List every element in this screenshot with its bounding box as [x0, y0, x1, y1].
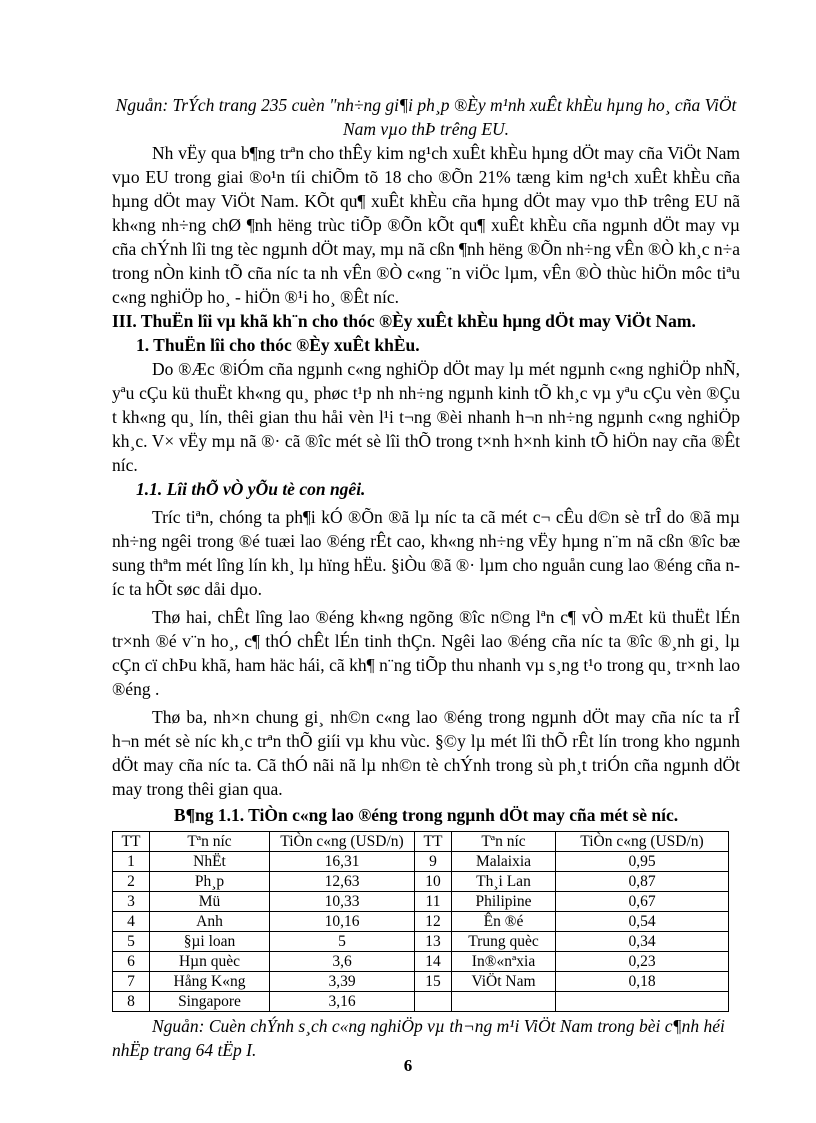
cell: 0,34 — [556, 932, 729, 952]
cell: Th¸i Lan — [452, 872, 556, 892]
wage-table — [112, 831, 729, 1012]
table-row — [113, 872, 729, 892]
header-country-2: Tªn níc — [452, 832, 556, 852]
header-tt-2: TT — [415, 832, 452, 852]
cell: NhËt — [150, 852, 270, 872]
subheading-1-1: 1.1. Lîi thÕ vÒ yÕu tè con ngêi. — [136, 479, 366, 499]
subheading-1: 1. ThuËn lîi cho thóc ®Èy xuÊt khÈu. — [136, 335, 420, 355]
cell: 16,31 — [270, 852, 415, 872]
cell: 4 — [113, 912, 150, 932]
cell: Mü — [150, 892, 270, 912]
cell: 1 — [113, 852, 150, 872]
table-row — [113, 892, 729, 912]
cell: 6 — [113, 952, 150, 972]
cell: Ph¸p — [150, 872, 270, 892]
paragraph-3: Tríc tiªn, chóng ta ph¶i kÓ ®Õn ®ã lµ níc ta cã mét c¬ cÊu d©n sè trÎ do ®ã mµ nh÷ng ngêi trong ®é tuæi lao ®éng rÊt cao, kh«ng nh÷ng vËy hµng n¨m nã cßn ®îc bæ sung thªm mét lîng lín kh¸ lµ hïng hËu. §iÒu ®ã ®· lµm cho nguån cung lao ®éng cña níc ta hÕt søc dåi dµo. — [112, 507, 740, 599]
cell: §µi loan — [150, 932, 270, 952]
cell: 5 — [113, 932, 150, 952]
header-country-1: Tªn níc — [150, 832, 270, 852]
cell: 5 — [270, 932, 415, 952]
header-wage-1: TiÒn c«ng (USD/n) — [270, 832, 415, 852]
cell: Singapore — [150, 992, 270, 1012]
paragraph-1: Nh vËy qua b¶ng trªn cho thÊy kim ng¹ch xuÊt khÈu hµng dÖt may cña ViÖt Nam vµo EU trong giai ®o¹n tíi chiÕm tõ 18 cho ®Õn 21% tæng kim ng¹ch xuÊt khÈu cña hµng dÖt may ViÖt Nam. KÕt qu¶ xuÊt khÈu cña hµng dÖt may vµo thÞ trêng EU nã kh«ng nh÷ng chØ ¶nh hëng trùc tiÕp ®Õn kÕt qu¶ xuÊt khÈu cña ngµnh dÖt may vµ cña chÝnh lîi tng tèc ngµnh dÖt may, mµ nã cßn ¶nh hëng ®Õn nh÷ng vÊn ®Ò kh¸c n÷a trong nÒn kinh tÕ cña níc ta nh vÊn ®Ò c«ng ¨n viÖc lµm, vÊn ®Ò thùc hiÖn môc tiªu c«ng nghiÖp ho¸ - hiÖn ®¹i ho¸ ®Êt níc. — [112, 143, 740, 307]
cell: Ên ®é — [452, 912, 556, 932]
cell: Anh — [150, 912, 270, 932]
cell: Malaixia — [452, 852, 556, 872]
cell: 0,23 — [556, 952, 729, 972]
cell: 0,67 — [556, 892, 729, 912]
cell: 8 — [113, 992, 150, 1012]
cell: Hµn quèc — [150, 952, 270, 972]
cell: 0,95 — [556, 852, 729, 872]
cell: 0,87 — [556, 872, 729, 892]
cell: 0,54 — [556, 912, 729, 932]
cell: 0,18 — [556, 972, 729, 992]
cell: 10 — [415, 872, 452, 892]
cell — [452, 992, 556, 1012]
cell: 3 — [113, 892, 150, 912]
header-tt-1: TT — [113, 832, 150, 852]
cell: 10,33 — [270, 892, 415, 912]
cell: 12 — [415, 912, 452, 932]
cell: 15 — [415, 972, 452, 992]
cell: 2 — [113, 872, 150, 892]
table-row — [113, 992, 729, 1012]
cell — [415, 992, 452, 1012]
cell: 12,63 — [270, 872, 415, 892]
page-number: 6 — [403, 1056, 413, 1075]
cell: 3,16 — [270, 992, 415, 1012]
paragraph-2: Do ®Æc ®iÓm cña ngµnh c«ng nghiÖp dÖt may lµ mét ngµnh c«ng nghiÖp nhÑ, yªu cÇu kü thuËt kh«ng qu¸ phøc t¹p nh nh÷ng ngµnh kinh tÕ kh¸c vµ yªu cÇu vèn ®Çu t kh«ng qu¸ lín, thêi gian thu håi vèn l¹i t¬ng ®èi nhanh h¬n nh÷ng ngµnh c«ng nghiÖp kh¸c. V× vËy mµ nã ®· cã ®îc mét sè lîi thÕ trong t×nh h×nh kinh tÕ hiÖn nay cña ®Êt níc. — [112, 359, 740, 475]
paragraph-5: Thø ba, nh×n chung gi¸ nh©n c«ng lao ®éng trong ngµnh dÖt may cña níc ta rÎ h¬n mét sè níc kh¸c trªn thÕ giíi vµ khu vùc. §©y lµ mét lîi thÕ rÊt lín trong kho ngµnh dÖt may cña níc ta. Cã thÓ nãi nã lµ nh©n tè chÝnh trong sù ph¸t triÓn cña ngµnh dÖt may trong thêi gian qua. — [112, 707, 740, 799]
page-content — [112, 93, 740, 1062]
cell: ViÖt Nam — [452, 972, 556, 992]
cell — [556, 992, 729, 1012]
cell: 13 — [415, 932, 452, 952]
cell: 10,16 — [270, 912, 415, 932]
paragraph-4: Thø hai, chÊt lîng lao ®éng kh«ng ngõng ®îc n©ng lªn c¶ vÒ mÆt kü thuËt lÉn tr×nh ®é v¨n ho¸, c¶ thÓ chÊt lÉn tinh thÇn. Ngêi lao ®éng cña níc ta ®îc ®¸nh gi¸ lµ cÇn cï chÞu khã, ham häc hái, cã kh¶ n¨ng tiÕp thu nhanh vµ s¸ng t¹o trong qu¸ tr×nh lao ®éng . — [112, 607, 740, 699]
cell: 3,39 — [270, 972, 415, 992]
cell: 14 — [415, 952, 452, 972]
cell: Trung quèc — [452, 932, 556, 952]
header-wage-2: TiÒn c«ng (USD/n) — [556, 832, 729, 852]
table-row — [113, 972, 729, 992]
table-row — [113, 932, 729, 952]
cell: In®«nªxia — [452, 952, 556, 972]
cell: 9 — [415, 852, 452, 872]
cell: Philipine — [452, 892, 556, 912]
table-row — [113, 952, 729, 972]
table-header-row — [113, 832, 729, 852]
cell: Hång K«ng — [150, 972, 270, 992]
section-heading-iii: III. ThuËn lîi vµ khã kh¨n cho thóc ®Èy xuÊt khÈu hµng dÖt may ViÖt Nam. — [112, 311, 696, 331]
cell: 11 — [415, 892, 452, 912]
cell: 7 — [113, 972, 150, 992]
source-note-bottom: Nguån: Cuèn chÝnh s¸ch c«ng nghiÖp vµ th¬ng m¹i ViÖt Nam trong bèi c¶nh héi nhËp trang 64 tËp I. — [112, 1016, 725, 1060]
table-row — [113, 912, 729, 932]
cell: 3,6 — [270, 952, 415, 972]
table-row — [113, 852, 729, 872]
table-title: B¶ng 1.1. TiÒn c«ng lao ®éng trong ngµnh dÖt may cña mét sè níc. — [173, 805, 679, 825]
source-note-top: Nguån: TrÝch trang 235 cuèn "nh÷ng gi¶i ph¸p ®Èy m¹nh xuÊt khÈu hµng ho¸ cña ViÖt Nam vµo thÞ trêng EU. — [115, 95, 737, 139]
